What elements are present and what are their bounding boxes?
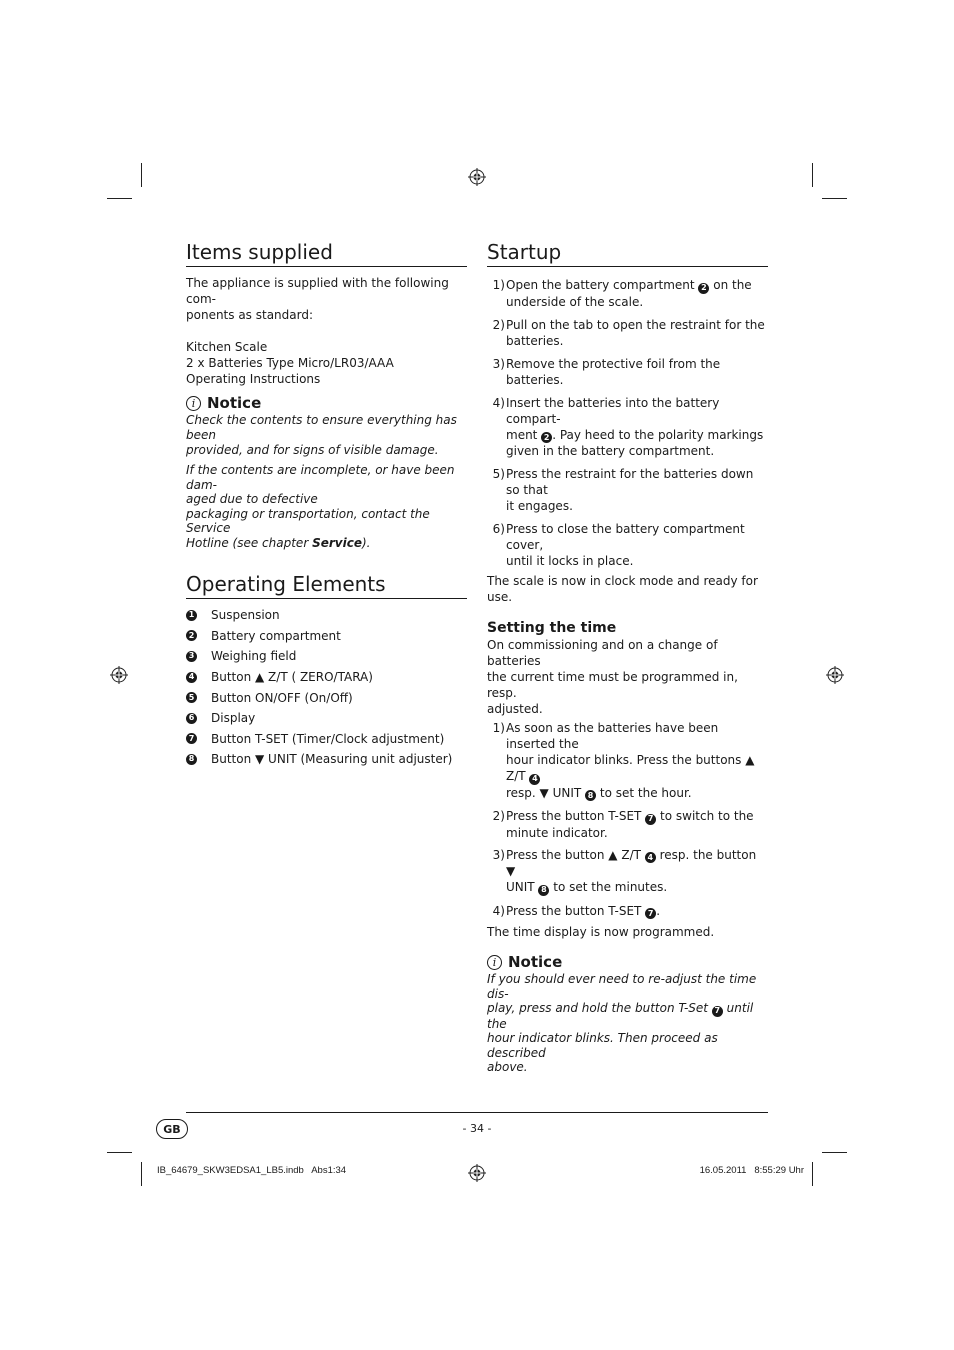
list-item: 2) Press the button T-SET 7 to switch to the minute indicator. bbox=[492, 809, 754, 840]
list-item: 3 Weighing field bbox=[186, 646, 467, 667]
crop-mark bbox=[107, 1152, 132, 1153]
startup-heading: Startup bbox=[487, 238, 768, 267]
footer-rule bbox=[186, 1112, 768, 1113]
registration-mark-icon bbox=[826, 666, 844, 684]
number-badge: 2 bbox=[541, 432, 552, 443]
list-item: 2 Battery compartment bbox=[186, 626, 467, 647]
registration-mark-icon bbox=[468, 1164, 486, 1182]
notice-text: If you should ever need to re-adjust the time dis- play, press and hold the button T-Set 7 until the hour indicator blinks. Then proceed as described above. bbox=[487, 972, 757, 1074]
items-supplied-heading: Items supplied bbox=[186, 238, 467, 267]
list-item: 4 Button ▲ Z/T ( ZERO/TARA) bbox=[186, 667, 467, 688]
registration-mark-icon bbox=[110, 666, 128, 684]
list-item: 7 Button T-SET (Timer/Clock adjustment) bbox=[186, 729, 467, 750]
number-badge: 2 bbox=[698, 283, 709, 294]
items-supplied-intro: The appliance is supplied with the following com- ponents as standard: bbox=[186, 276, 449, 322]
number-badge: 7 bbox=[186, 733, 197, 744]
crop-mark bbox=[822, 198, 847, 199]
startup-closing: The scale is now in clock mode and ready for use. bbox=[487, 574, 758, 604]
number-badge: 4 bbox=[645, 852, 656, 863]
notice-heading: i Notice bbox=[186, 393, 467, 413]
list-item: 3) Remove the protective foil from the batteries. bbox=[492, 356, 721, 387]
setting-time-intro: On commissioning and on a change of batteries the current time must be programmed in, resp. adjusted. bbox=[487, 638, 738, 716]
notice-text: If the contents are incomplete, or have been dam- aged due to defective packaging or transportation, contact the Service Hotline (see chapter Service). bbox=[186, 463, 455, 550]
list-item: 4) Press the button T-SET 7 . bbox=[492, 903, 661, 918]
list-item: Operating Instructions bbox=[186, 372, 321, 386]
list-item: Kitchen Scale bbox=[186, 340, 268, 354]
items-supplied-list bbox=[186, 339, 467, 387]
list-item: 6 Display bbox=[186, 708, 467, 729]
number-badge: 7 bbox=[645, 814, 656, 825]
info-icon: i bbox=[487, 955, 502, 970]
number-badge: 7 bbox=[712, 1006, 723, 1017]
notice-heading: i Notice bbox=[487, 952, 768, 972]
number-badge: 8 bbox=[585, 790, 596, 801]
list-item: 5) Press the restraint for the batteries down so that it engages. bbox=[492, 467, 754, 513]
number-badge: 2 bbox=[186, 630, 197, 641]
list-item: 8 Button ▼ UNIT (Measuring unit adjuster) bbox=[186, 749, 467, 770]
list-item: 6) Press to close the battery compartment cover, until it locks in place. bbox=[492, 522, 745, 568]
registration-mark-icon bbox=[468, 168, 486, 186]
number-badge: 4 bbox=[529, 774, 540, 785]
setting-time-closing: The time display is now programmed. bbox=[487, 925, 715, 939]
service-link: Service bbox=[312, 535, 362, 550]
left-column bbox=[186, 238, 467, 770]
right-column bbox=[487, 238, 768, 1075]
list-item: 5 Button ON/OFF (On/Off) bbox=[186, 687, 467, 708]
crop-mark bbox=[812, 1162, 813, 1186]
number-badge: 5 bbox=[186, 692, 197, 703]
setting-time-heading: Setting the time bbox=[487, 620, 617, 636]
list-item: 2) Pull on the tab to open the restraint for the batteries. bbox=[492, 317, 765, 348]
list-item: 1) Open the battery compartment 2 on the underside of the scale. bbox=[492, 278, 752, 309]
operating-elements-list bbox=[186, 605, 467, 770]
list-item: 3) Press the button ▲ Z/T 4 resp. the button ▼ UNIT 8 to set the minutes. bbox=[492, 847, 757, 894]
page-number: - 34 - bbox=[462, 1122, 492, 1135]
file-info: IB_64679_SKW3EDSA1_LB5.indb Abs1:34 bbox=[157, 1165, 347, 1176]
list-item: 4) Insert the batteries into the battery compart- ment 2 . Pay heed to the polarity markings given in the battery compartment. bbox=[492, 395, 764, 458]
crop-mark bbox=[141, 163, 142, 187]
crop-mark bbox=[107, 198, 132, 199]
list-item: 2 x Batteries Type Micro/LR03/AAA bbox=[186, 356, 394, 370]
operating-elements-heading: Operating Elements bbox=[186, 570, 467, 599]
print-timestamp: 16.05.2011 8:55:29 Uhr bbox=[699, 1165, 804, 1176]
number-badge: 8 bbox=[186, 754, 197, 765]
number-badge: 7 bbox=[645, 908, 656, 919]
crop-mark bbox=[822, 1152, 847, 1153]
number-badge: 1 bbox=[186, 610, 197, 621]
number-badge: 3 bbox=[186, 651, 197, 662]
info-icon: i bbox=[186, 396, 201, 411]
list-item: 1 Suspension bbox=[186, 605, 467, 626]
number-badge: 8 bbox=[538, 885, 549, 896]
language-badge: GB bbox=[156, 1119, 188, 1139]
crop-mark bbox=[141, 1162, 142, 1186]
list-item: 1) As soon as the batteries have been inserted the hour indicator blinks. Press the buttons ▲ Z/T 4 resp. ▼ UNIT 8 to set the hour. bbox=[492, 721, 755, 800]
crop-mark bbox=[812, 163, 813, 187]
notice-text: Check the contents to ensure everything has been provided, and for signs of visible damage. bbox=[186, 413, 457, 457]
number-badge: 6 bbox=[186, 713, 197, 724]
number-badge: 4 bbox=[186, 672, 197, 683]
